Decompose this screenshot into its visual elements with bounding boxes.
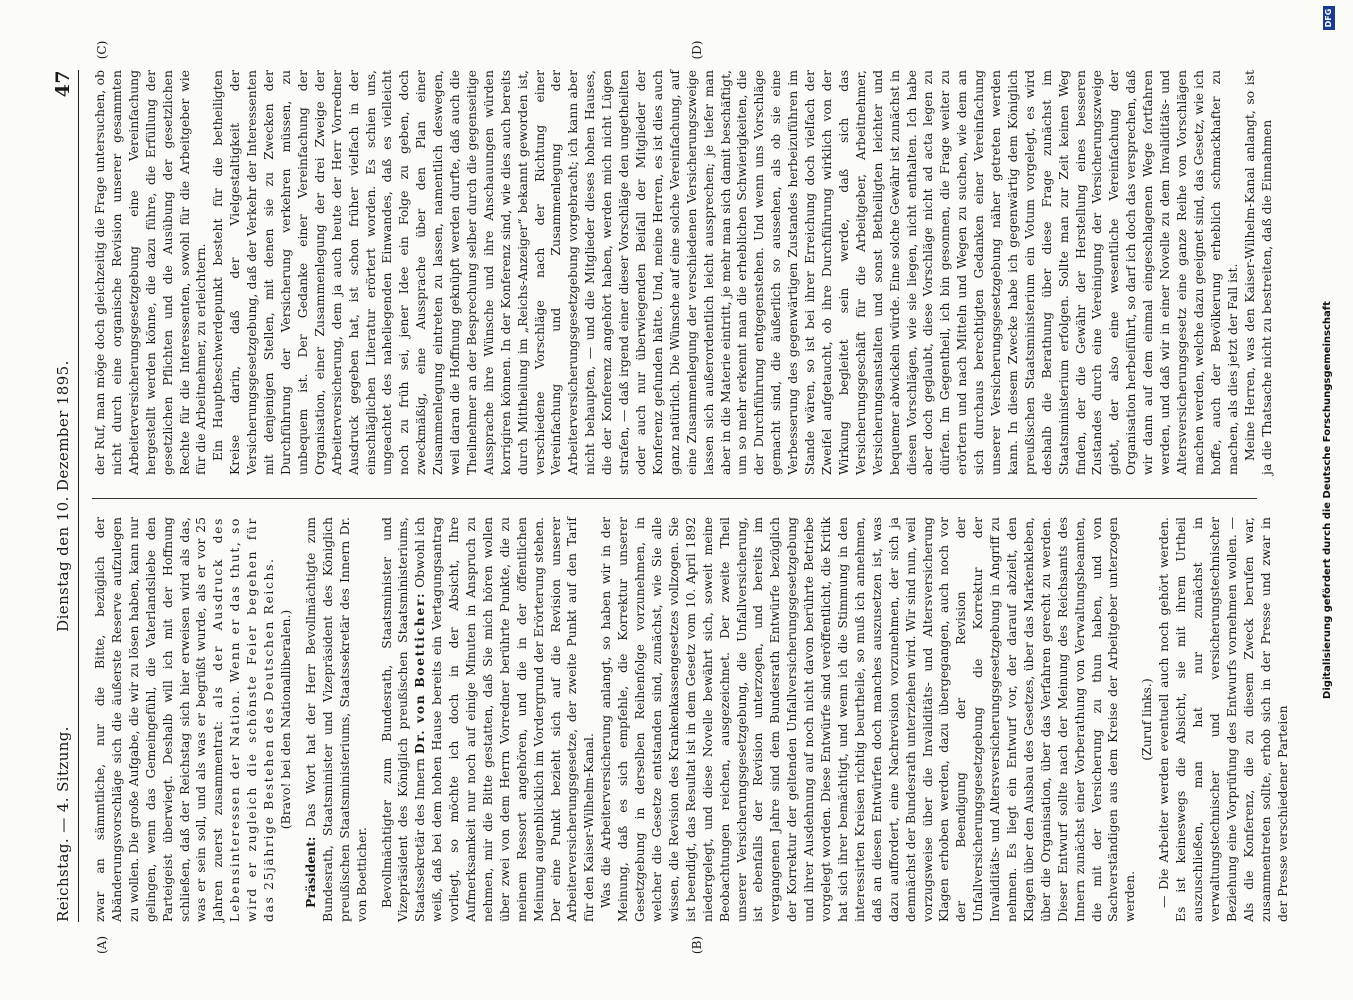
paragraph-text: Obwohl ich weiß, daß bei dem hohen Hause bereits ein Vertagungsantrag vorliegt, so möchte ich doch in der Absicht, Ihre Aufmerksamkeit nur noch auf einige Minuten in Anspruch zu nehmen, mir die Bitte gestatten, daß Sie mich hören wollen über zwei von dem Herrn Vorredner berührte Punkte, die zu meinem Ressort angehören, und die in der öffentlichen Meinung augenblicklich im Vordergrund der Erörterung stehen. Der eine Punkt bezieht sich auf die Revision unserer Arbeiterversicherungsgesetze, der zweite Punkt auf den Tarif für den Kaiser-Wilhelm-Kanal. (412, 516, 597, 922)
margin-marker-c: (C) (95, 40, 109, 60)
paragraph (303, 517, 371, 922)
spaced-emphasis-text: als der Ausdruck des Lebensinteressen der Nation. Wenn er das thut, so wird er zugleich die schönste Feier begehen für das 25jährige Bestehen des Deutschen Reichs. (210, 517, 277, 922)
margin-marker-a: (A) (95, 935, 109, 955)
paragraph: der Ruf, man möge doch gleichzeitig die Frage untersuchen, ob nicht durch eine organische Revision unserer gesammten Arbeiterversicherungsgesetzgebung eine Vereinfachung hergestellt werden könne, die dazu führe, die Erfüllung der gesetzlichen Pflichten und die Ausübung der gesetzlichen Rechte für die Interessenten, sowohl für die Arbeitgeber wie für die Arbeitnehmer, zu erleichtern. (92, 70, 209, 475)
right-column (92, 70, 1274, 475)
page-header (52, 70, 79, 922)
paragraph: Meine Herren, was den Kaiser-Wilhelm-Kanal anlangt, so ist ja die Thatsache nicht zu bestreiten, daß die Einnahmen (1241, 70, 1274, 475)
paragraph (379, 517, 599, 922)
page-number: 47 (52, 70, 74, 98)
paragraph-text: zwar an sämmtliche, nur die Bitte, bezüglich der Abänderungsvorschläge sich die äußerste Reserve aufzulegen zu wollen. Die große Aufgabe, die wir zu lösen haben, kann nur gelingen, wenn das Gemeingefühl, die Vaterlandsliebe den Parteigeist überwiegt. Deshalb will ich mit der Hoffnung schließen, daß der Reichstag sich hier erweisen wird als das, was er sein soll, und als was er begrüßt wurde, als er vor 25 Jahren zuerst zusammentrat: (92, 517, 226, 922)
speaker-name: Dr. von Boetticher: (412, 591, 428, 755)
dfg-logo: DFG (1323, 6, 1335, 30)
speaker-intro: Bevollmächtigter zum Bundesrath, Staatsminister und Vizepräsident des Königlich preußischen Staatsministeriums, Staatssekretär des Innern (378, 517, 428, 922)
interjection: (Zuruf links.) (1139, 678, 1155, 761)
paragraph (92, 517, 278, 922)
header-date: Dienstag den 10. Dezember 1895. (54, 360, 72, 632)
header-session: Reichstag. — 4. Sitzung. (54, 726, 72, 922)
interjection: (Bravo! bei den Nationalliberalen.) (277, 609, 293, 830)
paragraph: — Die Arbeiter werden eventuell auch noch gehört werden. Es ist keineswegs die Absicht, sie mit ihrem Urtheil auszuschließen, man hat nur zunächst in verwaltungstechnischer und versicherungstechnischer Beziehung eine Vorprüfung des Entwurfs vornehmen wollen. — Als die Konferenz, die zu diesem Zweck berufen war, zusammentreten sollte, erhob sich in der Presse und zwar in der Presse verschiedener Parteien (1156, 517, 1290, 922)
left-column (92, 516, 1290, 922)
paragraph: Was die Arbeiterversicherung anlangt, so haben wir in der Meinung, daß es sich empfehle, die Korrektur unserer Gesetzgebung in derselben Reihenfolge vorzunehmen, in welcher die Gesetze entstanden sind, zunächst, wie Sie alle wissen, die Revision des Krankenkassengesetzes vollzogen. Sie ist beendigt, das Resultat ist in dem Gesetz vom 10. April 1892 niedergelegt, und diese Novelle bewährt sich, soweit meine Beobachtungen reichen, ausgezeichnet. Der zweite Theil unserer Versicherungsgesetzgebung, die Unfallversicherung, ist ebenfalls der Revision unterzogen, und bereits im vergangenen Jahre sind dem Bundesrath Entwürfe bezüglich der Korrektur der geltenden Unfallversicherungsgesetzgebung und ihrer Ausdehnung auf noch nicht davon berührte Betriebe vorgelegt worden. Diese Entwürfe sind veröffentlicht, die Kritik hat sich ihrer bemächtigt, und wenn ich die Stimmung in den interessirten Kreisen richtig beurtheile, so muß ich annehmen, daß an diesen Entwürfen doch manches auszusetzen ist, was dazu auffordert, eine Nachrevision vorzunehmen, der sich ja demnächst der Bundesrath unterziehen wird. Wir sind nun, weil vorzugsweise über die Invaliditäts- und Altersversicherung Klagen erhoben werden, dazu übergegangen, auch noch vor der Beendigung der Revision der Unfallversicherungsgesetzgebung die Korrektur der Invaliditäts- und Altersversicherungsgesetzgebung in Angriff zu nehmen. Es liegt ein Entwurf vor, der darauf abzielt, den Klagen über den Ausbau des Gesetzes, über das Markenkleben, über die Organisation, über das Verfahren gerecht zu werden. Dieser Entwurf sollte nach der Meinung des Reichsamts des Innern zunächst einer Vorberathung von Verwaltungsbeamten, die mit der Versicherung zu thun haben, und von Sachverständigen aus dem Kreise der Arbeitgeber unterzogen werden. (598, 517, 1138, 922)
speaker-label: Präsident: (302, 836, 318, 908)
margin-marker-b: (B) (690, 935, 704, 955)
margin-marker-d: (D) (690, 40, 704, 60)
digitization-credit: Digitalisierung gefördert durch die Deutsche Forschungsgemeinschaft (1322, 301, 1333, 699)
paragraph-text: Das Wort hat der Herr Bevollmächtigte zum Bundesrath, Staatsminister und Vizepräsident des Königlich preußischen Staatsministeriums, Staatssekretär des Innern Dr. von Boetticher. (302, 517, 369, 922)
column-divider (92, 498, 1257, 499)
paragraph: Ein Hauptbeschwerdepunkt besteht für die betheiligten Kreise darin, daß der Vielgestaltigkeit der Versicherungsgesetzgebung, daß der Verkehr der Interessenten mit denjenigen Stellen, mit denen sie zu Zwecken der Durchführung der Versicherung verkehren müssen, zu unbequem ist. Der Gedanke einer Vereinfachung der Organisation, einer Zusammenlegung der drei Zweige der Arbeiterversicherung, dem ja auch heute der Herr Vorredner Ausdruck gegeben hat, ist schon früher vielfach in der einschläglichen Literatur erörtert worden. Es schien uns, ungeachtet des naheliegenden Einwandes, daß es vielleicht noch zu früh sei, jener Idee ein Folge zu geben, doch zweckmäßig, eine Aussprache über den Plan einer Zusammenlegung eintreten zu lassen, namentlich deswegen, weil daran die Hoffnung geknüpft werden durfte, daß auch die Theilnehmer an der Besprechung selber durch die gegenseitige Aussprache ihre Wünsche und ihre Anschauungen würden korrigiren können. In der Konferenz sind, wie dies auch bereits durch Mittheilung im „Reichs-Anzeiger“ bekannt geworden ist, verschiedene Vorschläge nach der Richtung einer Vereinfachung und Zusammenlegung der Arbeiterversicherungsgesetzgebung vorgebracht; ich kann aber nicht behaupten, — und die Mitglieder dieses hohen Hauses, die der Konferenz angehört haben, werden mich nicht Lügen strafen, — daß irgend einer dieser Vorschläge den ungetheilten oder auch nur überwiegenden Beifall der Mitglieder der Konferenz gefunden hätte. Und, meine Herren, es ist dies auch ganz natürlich. Die Wünsche auf eine solche Vereinfachung, auf eine Zusammenlegung der verschiedenen Versicherungszweige lassen sich außerordentlich leicht aussprechen; je tiefer man aber in die Materie eintritt, je mehr man sich damit beschäftigt, um so mehr erkennt man die erheblichen Schwierigkeiten, die der Durchführung entgegenstehen. Und wenn uns Vorschläge gemacht sind, die äußerlich so aussehen, als ob sie eine Verbesserung des gegenwärtigen Zustandes herbeizuführen im Stande wären, so ist bei ihrer Erreichung doch vielfach der Zweifel aufgetaucht, ob ihre Durchführung wirklich von der Wirkung begleitet sein werde, daß sich das Versicherungsgeschäft für die Arbeitgeber, Arbeitnehmer, Versicherungsanstalten und sonst Betheiligten leichter und bequemer abwickeln würde. Eine solche Gewähr ist zunächst in diesen Vorschlägen, wie sie liegen, nicht enthalten. Ich habe aber doch geglaubt, diese Vorschläge nicht ad acta legen zu dürfen. Im Gegentheil, ich bin gesonnen, die Frage weiter zu erörtern und nach Mitteln und Wegen zu suchen, wie dem an sich durchaus berechtigten Gedanken einer Vereinfachung unserer Versicherungsgesetzgebung näher getreten werden kann. In diesem Zwecke habe ich gegenwärtig dem Königlich preußischen Staatsministerium ein Votum vorgelegt, es wird deshalb die Berathung über diese Frage zunächst im Staatsministerium erfolgen. Sollte man zur Zeit keinen Weg finden, der die Gewähr der Herstellung eines besseren Zustandes durch eine Vereinigung der Versicherungszweige giebt, der also eine wesentliche Vereinfachung der Organisation herbeiführt, so darf ich doch das versprechen, daß wir dann auf dem einmal eingeschlagenen Wege fortfahren werden, und daß wir in einer Novelle zu dem Invaliditäts- und Altersversicherungsgesetz eine ganze Reihe von Vorschlägen machen werden, welche dazu geeignet sind, das Gesetz, wie ich hoffe, auch der Bevölkerung erheblich schmackhafter zu machen, als dies jetzt der Fall ist. (210, 70, 1240, 475)
